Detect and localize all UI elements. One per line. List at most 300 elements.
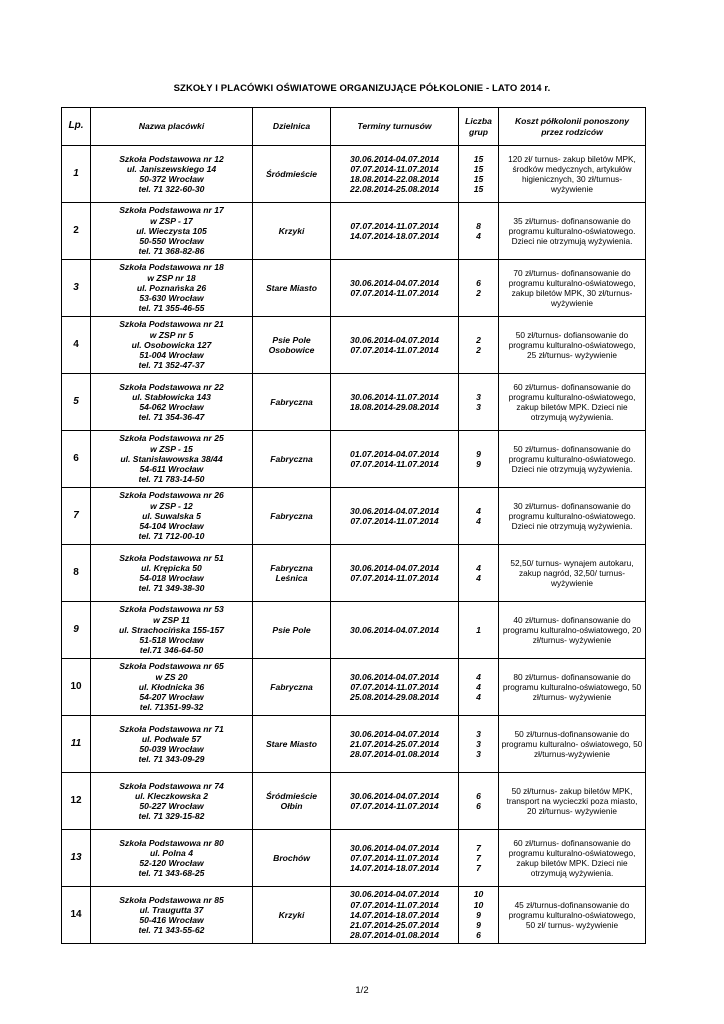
district-cell-line: Fabryczna bbox=[270, 562, 313, 573]
institution-cell-line: tel. 71 355-46-55 bbox=[138, 303, 205, 314]
cost-cell bbox=[499, 659, 646, 716]
terms-cell-line: 07.07.2014-11.07.2014 bbox=[350, 459, 439, 469]
institution-cell bbox=[91, 602, 253, 659]
groups-cell-line: 9 bbox=[476, 909, 481, 920]
institution-cell-line: ul. Janiszewskiego 14 bbox=[126, 163, 217, 174]
cost-cell-line: otrzymują wyżywienia. bbox=[530, 412, 614, 423]
cost-cell bbox=[499, 773, 646, 830]
district-cell-line: Śródmieście bbox=[265, 168, 318, 179]
institution-cell-line: ul. Krępicka 50 bbox=[141, 562, 202, 573]
terms-cell-line: 21.07.2014-25.07.2014 bbox=[350, 920, 439, 931]
institution-cell bbox=[91, 659, 253, 716]
terms-cell-line: 30.06.2014-04.07.2014 bbox=[350, 671, 439, 682]
groups-cell-line: 7 bbox=[476, 842, 481, 853]
groups-cell-line: 3 bbox=[476, 749, 481, 760]
groups-cell bbox=[459, 431, 499, 488]
terms-cell-line: 30.06.2014-04.07.2014 bbox=[350, 562, 439, 573]
row-number: 5 bbox=[62, 374, 91, 431]
terms-cell-line: 07.07.2014-11.07.2014 bbox=[350, 573, 439, 583]
institution-cell-line: ul. Wieczysta 105 bbox=[136, 225, 207, 236]
institution-cell bbox=[91, 830, 253, 887]
institution-cell-line: Szkoła Podstawowa nr 12 bbox=[119, 153, 224, 164]
cost-cell-line: 60 zł/turnus- dofinansowanie do bbox=[513, 837, 631, 848]
institution-cell-line: tel. 71 322-60-30 bbox=[138, 184, 205, 195]
district-cell bbox=[253, 830, 331, 887]
district-cell bbox=[253, 431, 331, 488]
district-cell bbox=[253, 374, 331, 431]
cost-cell-line: 25 zł/turnus- wyżywienie bbox=[527, 350, 617, 361]
terms-cell-line: 30.06.2014-11.07.2014 bbox=[350, 391, 439, 402]
groups-cell bbox=[459, 317, 499, 374]
district-cell-line: Fabryczna bbox=[270, 396, 313, 407]
row-number: 10 bbox=[62, 659, 91, 716]
cost-cell-line: 40 zł/turnus- dofinansowanie do bbox=[513, 614, 631, 625]
cost-cell bbox=[499, 260, 646, 317]
cost-cell-line: 50 zł/turnus- dofiansowanie do bbox=[515, 329, 629, 340]
terms-cell bbox=[331, 146, 459, 203]
cost-cell bbox=[499, 887, 646, 944]
institution-cell-line: Szkoła Podstawowa nr 51 bbox=[119, 552, 224, 563]
cost-cell-line: 30 zł/turnus- dofinansowanie do bbox=[513, 500, 631, 511]
terms-cell bbox=[331, 203, 459, 260]
cost-cell bbox=[499, 146, 646, 203]
terms-cell-line: 07.07.2014-11.07.2014 bbox=[350, 345, 439, 355]
terms-cell-line: 14.07.2014-18.07.2014 bbox=[350, 231, 439, 241]
terms-cell bbox=[331, 317, 459, 374]
table-row bbox=[62, 431, 646, 488]
institution-cell-line: w ZSP - 12 bbox=[150, 500, 193, 511]
terms-cell-line: 14.07.2014-18.07.2014 bbox=[350, 909, 439, 920]
institution-cell-line: Szkoła Podstawowa nr 25 bbox=[119, 433, 224, 444]
district-cell bbox=[253, 545, 331, 602]
cost-cell-line: środków medycznych, artykułów bbox=[512, 163, 632, 174]
groups-cell-line: 7 bbox=[476, 852, 481, 863]
institution-cell-line: w ZSP nr 5 bbox=[149, 329, 194, 340]
table-row bbox=[62, 545, 646, 602]
table-row bbox=[62, 146, 646, 203]
cost-cell-line: zł/turnus- wyżywienie bbox=[532, 692, 612, 703]
terms-cell bbox=[331, 602, 459, 659]
terms-cell bbox=[331, 374, 459, 431]
cost-cell-line: programu kulturalno-oświatowego, 20 bbox=[502, 624, 642, 635]
district-cell bbox=[253, 887, 331, 944]
district-cell-line: Śródmieście bbox=[265, 790, 318, 801]
groups-cell-line: 15 bbox=[473, 153, 484, 164]
institution-cell-line: 50-372 Wrocław bbox=[139, 174, 204, 184]
cost-cell bbox=[499, 203, 646, 260]
institution-cell-line: Szkoła Podstawowa nr 65 bbox=[119, 661, 224, 672]
groups-cell-line: 3 bbox=[476, 402, 481, 412]
cost-cell bbox=[499, 716, 646, 773]
cost-cell bbox=[499, 374, 646, 431]
district-cell bbox=[253, 773, 331, 830]
header-cost bbox=[499, 108, 646, 146]
groups-cell-line: 4 bbox=[476, 562, 481, 573]
cost-cell-line: Dzieci nie otrzymują wyżywienia. bbox=[511, 236, 633, 247]
district-cell-line: Fabryczna bbox=[270, 681, 313, 692]
cost-cell-line: 80 zł/turnus- dofinansowanie do bbox=[513, 671, 631, 682]
groups-cell bbox=[459, 887, 499, 944]
cost-cell-line: 45 zł/turnus-dofinansowanie do bbox=[514, 899, 630, 910]
document-title: SZKOŁY I PLACÓWKI OŚWIATOWE ORGANIZUJĄCE PÓŁKOLONIE - LATO 2014 r. bbox=[173, 83, 551, 94]
table-row bbox=[62, 602, 646, 659]
district-cell-line: Fabryczna bbox=[270, 510, 313, 521]
institution-cell-line: ul. Suwalska 5 bbox=[142, 510, 201, 521]
groups-cell bbox=[459, 773, 499, 830]
institution-cell-line: 54-104 Wrocław bbox=[139, 521, 204, 532]
institution-cell-line: 54-062 Wrocław bbox=[139, 402, 204, 412]
groups-cell-line: 4 bbox=[476, 573, 481, 583]
table-row bbox=[62, 830, 646, 887]
row-number: 9 bbox=[62, 602, 91, 659]
groups-cell bbox=[459, 716, 499, 773]
cost-cell bbox=[499, 317, 646, 374]
district-cell-line: Psie Pole bbox=[272, 334, 311, 345]
groups-cell-line: 15 bbox=[473, 174, 484, 184]
terms-cell bbox=[331, 431, 459, 488]
institution-cell bbox=[91, 716, 253, 773]
institution-cell-line: Szkoła Podstawowa nr 26 bbox=[119, 490, 224, 501]
groups-cell-line: 9 bbox=[476, 459, 481, 469]
institution-cell bbox=[91, 317, 253, 374]
district-cell bbox=[253, 260, 331, 317]
cost-cell-line: programu kulturalno-oświatowego. bbox=[508, 510, 636, 521]
institution-cell bbox=[91, 545, 253, 602]
district-cell bbox=[253, 716, 331, 773]
district-cell bbox=[253, 203, 331, 260]
table-row bbox=[62, 203, 646, 260]
terms-cell-line: 28.07.2014-01.08.2014 bbox=[350, 930, 439, 941]
cost-cell-line: 50 zł/ turnus- wyżywienie bbox=[525, 920, 619, 931]
cost-cell-line: programu kulturalno-oświatowego, bbox=[508, 277, 636, 288]
row-number: 8 bbox=[62, 545, 91, 602]
groups-cell-line: 3 bbox=[476, 728, 481, 739]
groups-cell-line: 3 bbox=[476, 391, 481, 402]
cost-cell-line: Dzieci nie otrzymują wyżywienia. bbox=[511, 521, 633, 532]
groups-cell-line: 2 bbox=[476, 345, 481, 355]
groups-cell-line: 6 bbox=[476, 801, 481, 811]
terms-cell-line: 18.08.2014-29.08.2014 bbox=[350, 402, 439, 412]
cost-cell-line: 120 zł/ turnus- zakup biletów MPK, bbox=[508, 153, 636, 164]
cost-cell-line: programu kulturalno-oświatowego, bbox=[508, 909, 636, 920]
cost-cell-line: zakup biletów MPK. Dzieci nie bbox=[516, 858, 628, 868]
groups-cell bbox=[459, 602, 499, 659]
table-row bbox=[62, 659, 646, 716]
district-cell-line: Stare Miasto bbox=[265, 738, 318, 749]
table-header-row bbox=[62, 108, 646, 146]
groups-cell bbox=[459, 659, 499, 716]
institution-cell-line: tel. 71 352-47-37 bbox=[138, 360, 205, 371]
district-cell-line: Krzyki bbox=[278, 225, 305, 236]
cost-cell-line: programu kulturalno- oświatowego, 50 bbox=[501, 738, 643, 749]
district-cell bbox=[253, 317, 331, 374]
terms-cell-line: 07.07.2014-11.07.2014 bbox=[350, 163, 439, 174]
header-name: Nazwa placówki bbox=[91, 108, 253, 146]
district-cell bbox=[253, 602, 331, 659]
cost-cell-line: higienicznych, 30 zł/turnus- bbox=[521, 174, 623, 184]
cost-cell-line: otrzymują wyżywienia. bbox=[530, 868, 614, 879]
institution-cell bbox=[91, 773, 253, 830]
terms-cell-line: 07.07.2014-11.07.2014 bbox=[350, 516, 439, 526]
table-row bbox=[62, 887, 646, 944]
institution-cell-line: 50-416 Wrocław bbox=[139, 915, 204, 925]
table-row bbox=[62, 317, 646, 374]
groups-cell-line: 2 bbox=[476, 334, 481, 345]
terms-cell bbox=[331, 773, 459, 830]
institution-cell-line: 54-207 Wrocław bbox=[139, 692, 204, 703]
institution-cell-line: tel. 71 712-00-10 bbox=[138, 531, 205, 542]
institution-cell-line: tel. 71 343-55-62 bbox=[138, 925, 205, 936]
cost-cell-line: wyżywienie bbox=[551, 298, 593, 309]
groups-cell bbox=[459, 545, 499, 602]
terms-cell-line: 30.06.2014-04.07.2014 bbox=[350, 624, 439, 635]
institution-cell-line: 50-550 Wrocław bbox=[139, 236, 204, 247]
cost-cell-line: programu kulturalno-oświatowego. bbox=[508, 225, 636, 236]
cost-cell bbox=[499, 602, 646, 659]
terms-cell-line: 30.06.2014-04.07.2014 bbox=[350, 728, 439, 739]
institution-cell-line: ul. Osobowicka 127 bbox=[131, 339, 212, 350]
district-cell-line: Fabryczna bbox=[270, 453, 313, 464]
groups-cell-line: 6 bbox=[476, 930, 481, 941]
schools-table bbox=[61, 107, 646, 944]
institution-cell-line: w ZSP 11 bbox=[153, 614, 190, 625]
groups-cell-line: 4 bbox=[476, 671, 481, 682]
institution-cell-line: Szkoła Podstawowa nr 74 bbox=[119, 780, 224, 791]
institution-cell-line: ul. Stabłowicka 143 bbox=[132, 391, 211, 402]
header-district: Dzielnica bbox=[253, 108, 331, 146]
header-groups bbox=[459, 108, 499, 146]
district-cell-line: Osobowice bbox=[268, 345, 315, 355]
groups-cell-line: 4 bbox=[476, 692, 481, 703]
cost-cell-line: wyżywienie bbox=[551, 578, 593, 589]
table-row bbox=[62, 260, 646, 317]
terms-cell-line: 30.06.2014-04.07.2014 bbox=[350, 153, 439, 164]
institution-cell-line: tel. 71 368-82-86 bbox=[138, 246, 205, 257]
groups-cell-line: 7 bbox=[476, 863, 481, 874]
cost-cell bbox=[499, 431, 646, 488]
institution-cell-line: ul. Polna 4 bbox=[150, 847, 193, 858]
terms-cell-line: 07.07.2014-11.07.2014 bbox=[350, 899, 439, 910]
cost-cell-line: zł/turnus-wyżywienie bbox=[533, 749, 611, 760]
cost-cell-line: 70 zł/turnus- dofinansowanie do bbox=[513, 267, 631, 278]
district-cell-line: Ołbin bbox=[280, 801, 303, 811]
institution-cell-line: Szkoła Podstawowa nr 71 bbox=[119, 723, 224, 734]
district-cell bbox=[253, 488, 331, 545]
cost-cell bbox=[499, 830, 646, 887]
terms-cell bbox=[331, 716, 459, 773]
row-number: 1 bbox=[62, 146, 91, 203]
terms-cell-line: 30.06.2014-04.07.2014 bbox=[350, 889, 439, 900]
groups-cell bbox=[459, 374, 499, 431]
groups-cell-line: 4 bbox=[476, 231, 481, 241]
groups-cell-line: 4 bbox=[476, 516, 481, 526]
institution-cell-line: Szkoła Podstawowa nr 80 bbox=[119, 837, 224, 848]
groups-cell-line: 4 bbox=[476, 681, 481, 692]
cost-cell-line: programu kulturalno-oświatowego, bbox=[508, 339, 636, 350]
cost-cell-line: 52,50/ turnus- wynajem autokaru, bbox=[510, 557, 634, 568]
institution-cell-line: ul. Stanisławowska 38/44 bbox=[120, 453, 223, 464]
cost-cell-line: zł/turnus- wyżywienie bbox=[532, 635, 612, 646]
institution-cell-line: 51-004 Wrocław bbox=[139, 350, 204, 361]
terms-cell-line: 30.06.2014-04.07.2014 bbox=[350, 277, 439, 288]
cost-cell-line: zakup biletów MPK, 30 zł/turnus- bbox=[511, 288, 633, 298]
terms-cell-line: 30.06.2014-04.07.2014 bbox=[350, 334, 439, 345]
groups-cell-line: 8 bbox=[476, 220, 481, 231]
district-cell bbox=[253, 659, 331, 716]
header-groups-line: grup bbox=[468, 126, 489, 137]
groups-cell-line: 6 bbox=[476, 277, 481, 288]
terms-cell-line: 14.07.2014-18.07.2014 bbox=[350, 863, 439, 874]
district-cell-line: Psie Pole bbox=[272, 624, 311, 635]
table-row bbox=[62, 374, 646, 431]
district-cell-line: Leśnica bbox=[275, 573, 308, 583]
table-row bbox=[62, 773, 646, 830]
table-body bbox=[62, 146, 646, 944]
cost-cell-line: 50 zł/turnus- dofinansowanie do bbox=[513, 443, 631, 454]
groups-cell-line: 6 bbox=[476, 790, 481, 801]
cost-cell bbox=[499, 488, 646, 545]
terms-cell-line: 07.07.2014-11.07.2014 bbox=[350, 801, 439, 811]
institution-cell bbox=[91, 488, 253, 545]
row-number: 14 bbox=[62, 887, 91, 944]
row-number: 4 bbox=[62, 317, 91, 374]
groups-cell bbox=[459, 203, 499, 260]
institution-cell-line: ul. Traugutta 37 bbox=[139, 904, 204, 915]
institution-cell-line: Szkoła Podstawowa nr 22 bbox=[119, 381, 224, 392]
row-number: 13 bbox=[62, 830, 91, 887]
cost-cell-line: programu kulturalno-oświatowego, bbox=[508, 391, 636, 402]
terms-cell bbox=[331, 659, 459, 716]
institution-cell bbox=[91, 260, 253, 317]
institution-cell-line: 53-630 Wrocław bbox=[139, 293, 204, 304]
terms-cell-line: 30.06.2014-04.07.2014 bbox=[350, 505, 439, 516]
groups-cell bbox=[459, 488, 499, 545]
institution-cell-line: w ZSP - 17 bbox=[150, 215, 193, 226]
institution-cell-line: Szkoła Podstawowa nr 17 bbox=[119, 205, 224, 216]
groups-cell-line: 2 bbox=[476, 288, 481, 298]
groups-cell-line: 10 bbox=[473, 889, 484, 900]
institution-cell-line: w ZSP - 15 bbox=[150, 443, 193, 454]
cost-cell-line: 50 zł/turnus-dofinansowanie do bbox=[514, 728, 630, 739]
groups-cell-line: 9 bbox=[476, 448, 481, 459]
institution-cell-line: w ZS 20 bbox=[155, 671, 188, 682]
table-row bbox=[62, 716, 646, 773]
row-number: 6 bbox=[62, 431, 91, 488]
groups-cell-line: 1 bbox=[476, 624, 481, 635]
institution-cell bbox=[91, 887, 253, 944]
institution-cell-line: 50-227 Wrocław bbox=[139, 801, 204, 811]
terms-cell-line: 01.07.2014-04.07.2014 bbox=[350, 448, 439, 459]
cost-cell-line: programu kulturalno-oświatowego, 50 bbox=[502, 681, 642, 692]
row-number: 11 bbox=[62, 716, 91, 773]
institution-cell-line: Szkoła Podstawowa nr 53 bbox=[119, 604, 224, 615]
institution-cell-line: ul. Kłodnicka 36 bbox=[138, 681, 205, 692]
institution-cell bbox=[91, 374, 253, 431]
terms-cell-line: 21.07.2014-25.07.2014 bbox=[350, 738, 439, 749]
row-number: 3 bbox=[62, 260, 91, 317]
groups-cell-line: 10 bbox=[473, 899, 484, 910]
row-number: 12 bbox=[62, 773, 91, 830]
institution-cell-line: tel. 71 329-15-82 bbox=[138, 811, 205, 822]
institution-cell-line: ul. Kleczkowska 2 bbox=[134, 790, 209, 801]
header-terms: Terminy turnusów bbox=[331, 108, 459, 146]
terms-cell-line: 07.07.2014-11.07.2014 bbox=[350, 681, 439, 692]
terms-cell bbox=[331, 545, 459, 602]
terms-cell bbox=[331, 887, 459, 944]
terms-cell bbox=[331, 488, 459, 545]
institution-cell-line: ul. Strachocińska 155-157 bbox=[118, 624, 225, 635]
terms-cell bbox=[331, 830, 459, 887]
institution-cell-line: tel. 71 343-68-25 bbox=[138, 868, 205, 879]
header-cost-line: przez rodziców bbox=[541, 126, 603, 137]
institution-cell-line: tel. 71351-99-32 bbox=[139, 702, 204, 713]
groups-cell-line: 15 bbox=[473, 184, 484, 195]
terms-cell-line: 25.08.2014-29.08.2014 bbox=[350, 692, 439, 703]
cost-cell-line: transport na wycieczki poza miasto, bbox=[506, 795, 638, 806]
institution-cell-line: Szkoła Podstawowa nr 18 bbox=[119, 262, 224, 273]
terms-cell-line: 07.07.2014-11.07.2014 bbox=[350, 288, 439, 298]
table-row bbox=[62, 488, 646, 545]
institution-cell-line: ul. Poznańska 26 bbox=[136, 282, 207, 293]
row-number: 2 bbox=[62, 203, 91, 260]
institution-cell-line: w ZSP nr 18 bbox=[147, 272, 196, 283]
institution-cell bbox=[91, 203, 253, 260]
institution-cell-line: 52-120 Wrocław bbox=[139, 858, 204, 868]
institution-cell bbox=[91, 146, 253, 203]
institution-cell-line: tel. 71 343-09-29 bbox=[138, 754, 205, 765]
district-cell-line: Stare Miasto bbox=[265, 282, 318, 293]
institution-cell-line: tel.71 346-64-50 bbox=[139, 645, 204, 656]
district-cell-line: Brochów bbox=[273, 852, 310, 863]
institution-cell-line: tel. 71 349-38-30 bbox=[138, 583, 205, 594]
terms-cell-line: 22.08.2014-25.08.2014 bbox=[350, 184, 439, 195]
cost-cell bbox=[499, 545, 646, 602]
header-groups-line: Liczba bbox=[465, 116, 492, 127]
institution-cell-line: 50-039 Wrocław bbox=[139, 744, 204, 754]
institution-cell-line: ul. Podwale 57 bbox=[141, 733, 202, 744]
institution-cell-line: 51-518 Wrocław bbox=[139, 635, 204, 646]
terms-cell bbox=[331, 260, 459, 317]
district-cell-line: Krzyki bbox=[278, 909, 305, 920]
header-cost-line: Koszt półkolonii ponoszony bbox=[514, 116, 630, 127]
groups-cell-line: 4 bbox=[476, 505, 481, 516]
terms-cell-line: 07.07.2014-11.07.2014 bbox=[350, 220, 439, 231]
institution-cell bbox=[91, 431, 253, 488]
groups-cell bbox=[459, 830, 499, 887]
institution-cell-line: 54-018 Wrocław bbox=[139, 573, 204, 583]
institution-cell-line: Szkoła Podstawowa nr 85 bbox=[119, 894, 224, 905]
groups-cell bbox=[459, 260, 499, 317]
header-lp: Lp. bbox=[62, 108, 91, 146]
institution-cell-line: tel. 71 354-36-47 bbox=[138, 412, 205, 423]
groups-cell-line: 15 bbox=[473, 163, 484, 174]
groups-cell bbox=[459, 146, 499, 203]
terms-cell-line: 28.07.2014-01.08.2014 bbox=[350, 749, 439, 760]
terms-cell-line: 30.06.2014-04.07.2014 bbox=[350, 842, 439, 853]
cost-cell-line: wyżywienie bbox=[551, 184, 593, 195]
cost-cell-line: 20 zł/turnus- wyżywienie bbox=[527, 806, 617, 817]
terms-cell-line: 07.07.2014-11.07.2014 bbox=[350, 852, 439, 863]
terms-cell-line: 18.08.2014-22.08.2014 bbox=[350, 174, 439, 184]
page-number: 1/2 bbox=[355, 985, 369, 996]
district-cell bbox=[253, 146, 331, 203]
institution-cell-line: 54-611 Wrocław bbox=[139, 464, 204, 475]
institution-cell-line: Szkoła Podstawowa nr 21 bbox=[119, 319, 224, 330]
terms-cell-line: 30.06.2014-04.07.2014 bbox=[350, 790, 439, 801]
cost-cell-line: programu kulturalno-oświatowego. bbox=[508, 453, 636, 464]
cost-cell-line: zakup nagród, 32,50/ turnus- bbox=[518, 567, 626, 578]
cost-cell-line: Dzieci nie otrzymują wyżywienia. bbox=[511, 464, 633, 475]
